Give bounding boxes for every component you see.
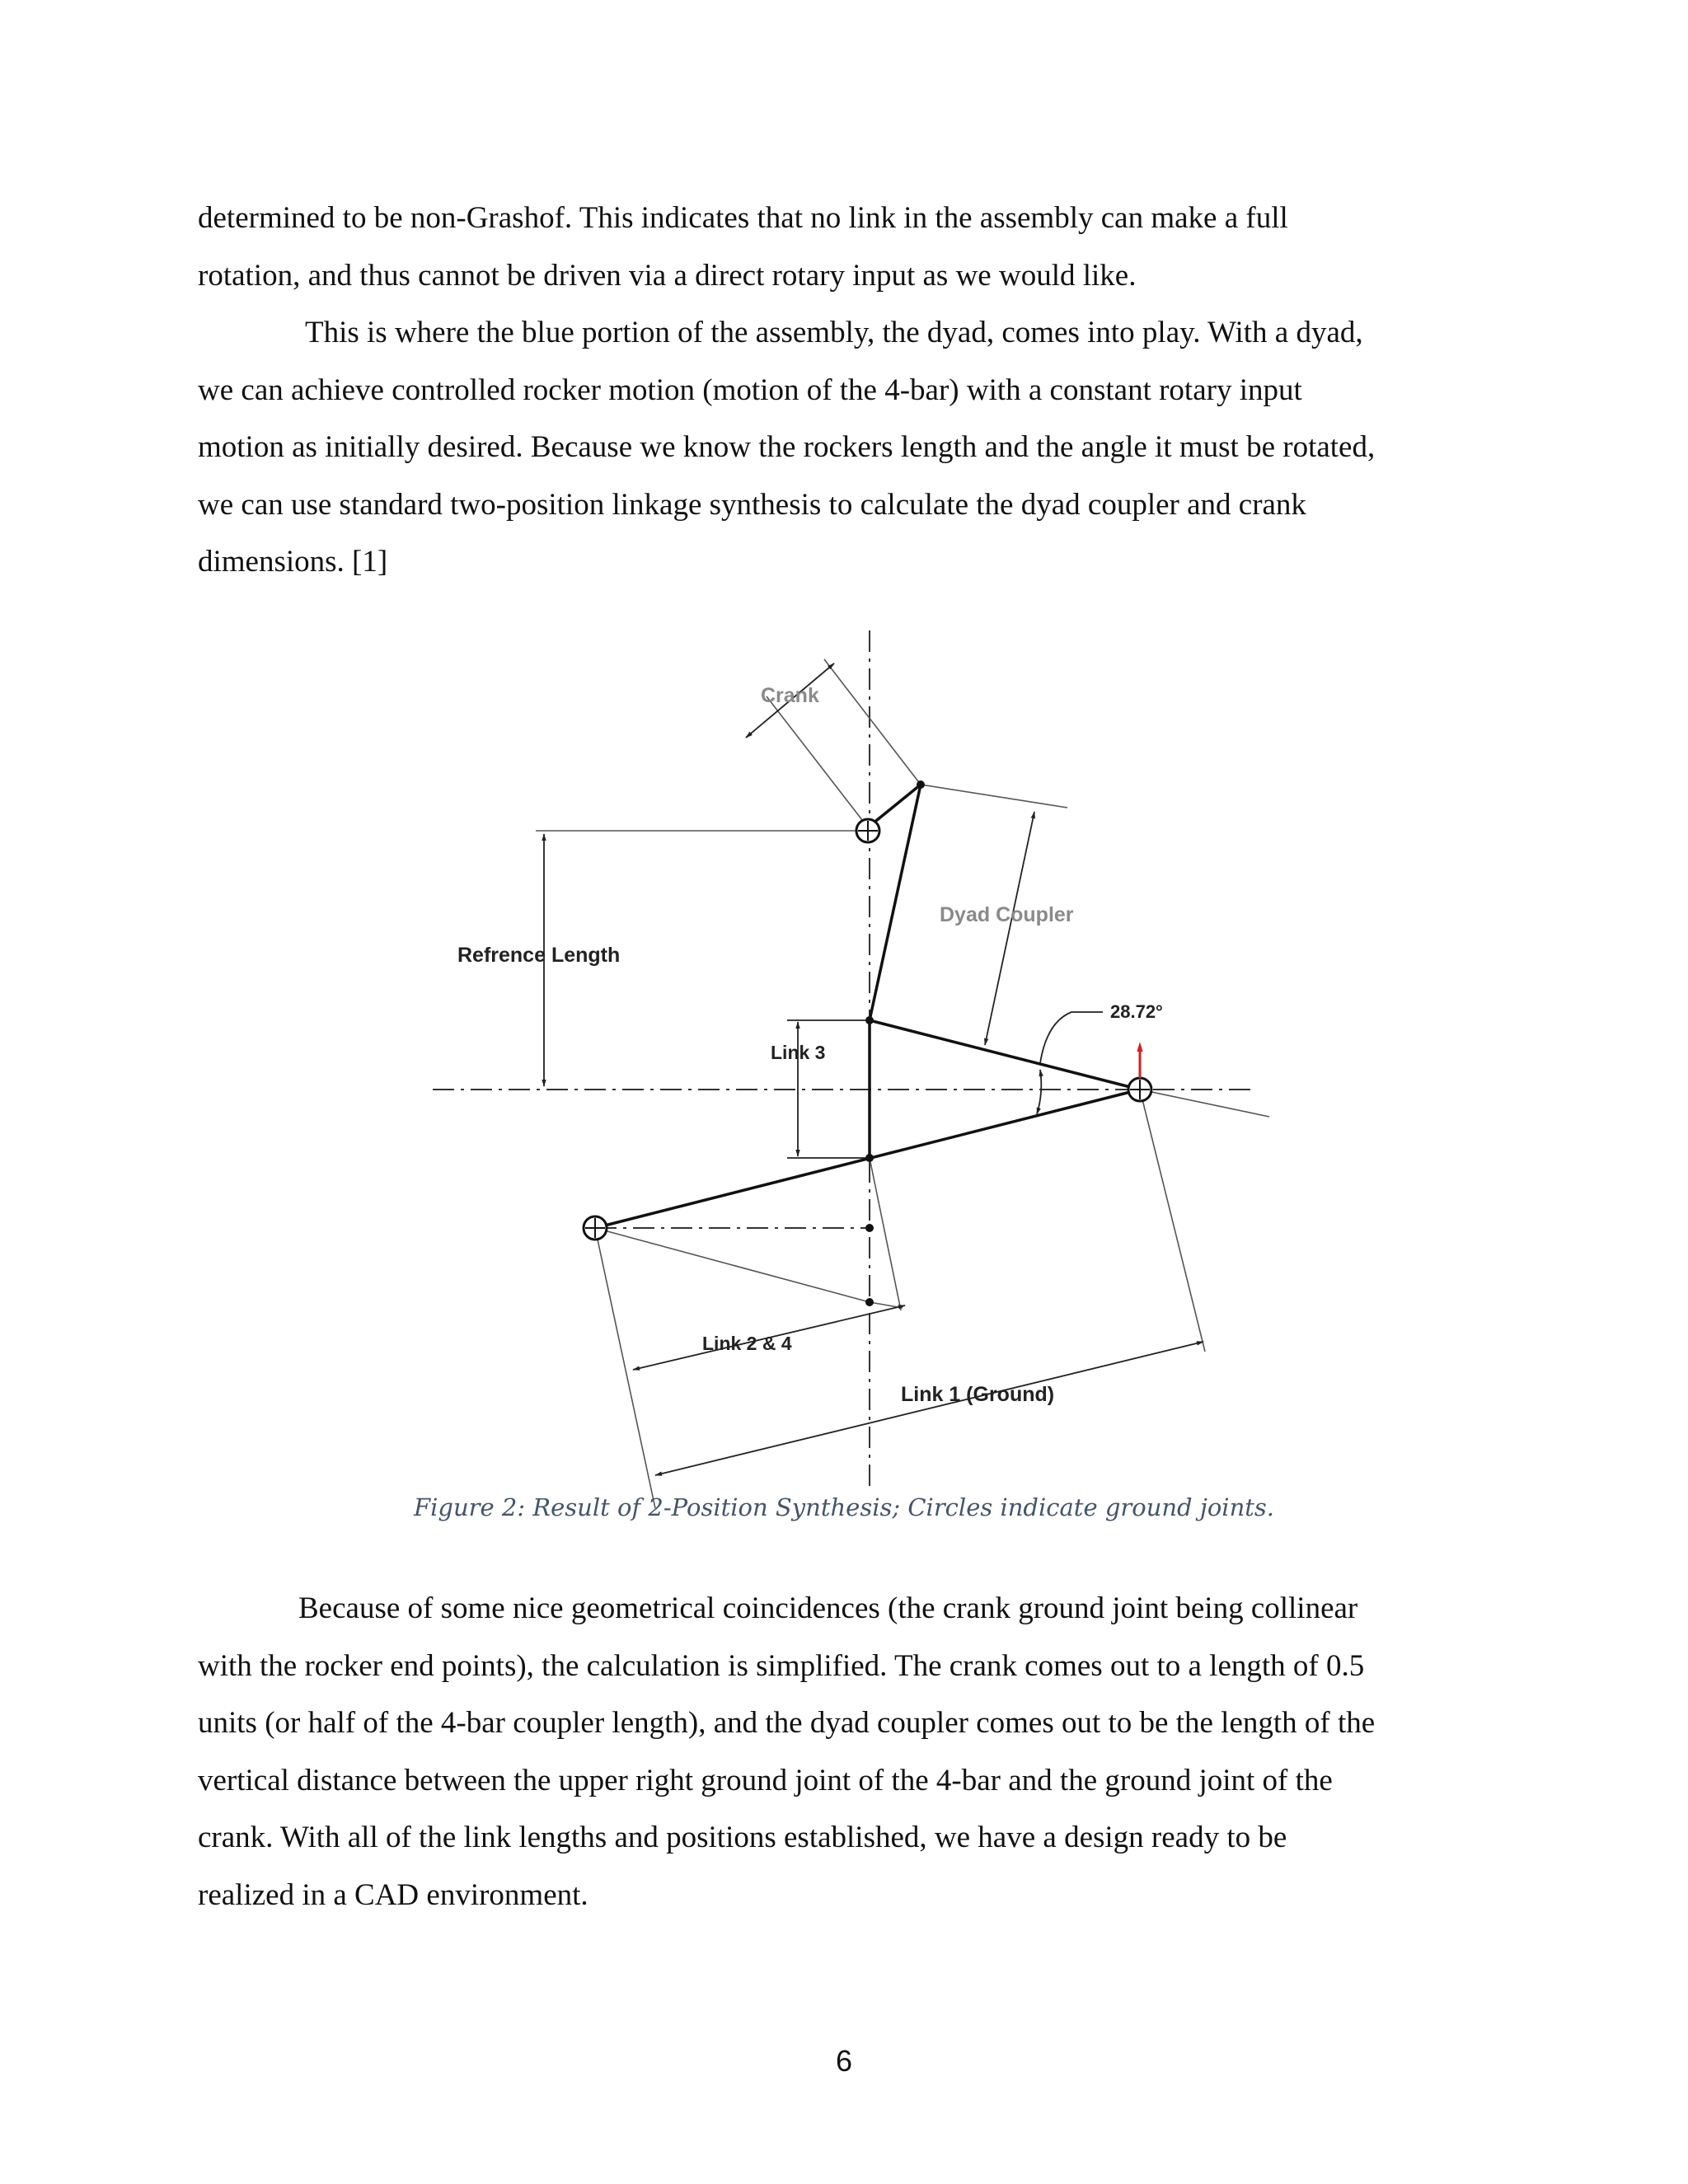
text-line: This is where the blue portion of the assembly, the dyad, comes into play. With a dyad, [305,316,1363,349]
text-line: rotation, and thus cannot be driven via a direct rotary input as we would like. [198,258,1137,293]
link1-dimension [655,1342,1203,1475]
crank-label: Crank [761,684,819,707]
coupler-extension-line [921,785,1067,808]
text-line: dimensions. [1] [198,545,388,579]
pin-dot [865,1154,874,1162]
dyad-coupler-label: Dyad Coupler [940,903,1074,926]
ground-extension-left [595,1228,655,1508]
crank-extension-line [767,696,868,827]
text-line: we can achieve controlled rocker motion (motion of the 4-bar) with a constant rotary input [198,373,1302,407]
text-line: with the rocker end points), the calculation is simplified. The crank comes out to a length of 0.5 [198,1648,1365,1683]
angle-label: 28.72° [1110,1001,1163,1022]
coupler-extension-line [1140,1090,1269,1117]
link24-label: Link 2 & 4 [702,1333,792,1354]
text-line: vertical distance between the upper right ground joint of the 4-bar and the ground joint of the [198,1763,1333,1797]
text-line: units (or half of the 4-bar coupler length), and the dyad coupler comes out to be the length of the [198,1706,1376,1740]
text-line: realized in a CAD environment. [198,1877,588,1912]
paragraph-geometry [198,1580,1500,1924]
crank-extension-line [824,659,921,785]
construction-line [870,1158,901,1310]
figure-caption: Figure 2: Result of 2-Position Synthesis; Circles indicate ground joints. [413,1493,1274,1521]
angle-leader [1040,1012,1103,1063]
upper-rocker-link [870,1020,1140,1090]
text-line: motion as initially desired. Because we know the rockers length and the angle it must be rotated, [198,430,1376,464]
ground-extension-right [1140,1090,1205,1352]
pin-dot [917,780,925,789]
text-line: crank. With all of the link lengths and positions established, we have a design ready to be [198,1821,1287,1854]
pin-dot [865,1298,874,1306]
pin-dot [865,1016,874,1024]
link3-label: Link 3 [771,1042,826,1063]
link1-label: Link 1 (Ground) [901,1383,1055,1406]
text-line: Because of some nice geometrical coincidences (the crank ground joint being collinear [298,1591,1358,1625]
text-line: determined to be non-Grashof. This indicates that no link in the assembly can make a full [198,201,1288,235]
construction-line [595,1228,870,1302]
reference-length-label: Refrence Length [457,944,621,967]
angle-arc [1037,1070,1041,1114]
dyad-coupler-dimension [985,812,1034,1045]
text-line: we can use standard two-position linkage synthesis to calculate the dyad coupler and crank [198,487,1306,522]
page-number: 6 [835,2044,853,2078]
pin-dot [865,1224,874,1232]
